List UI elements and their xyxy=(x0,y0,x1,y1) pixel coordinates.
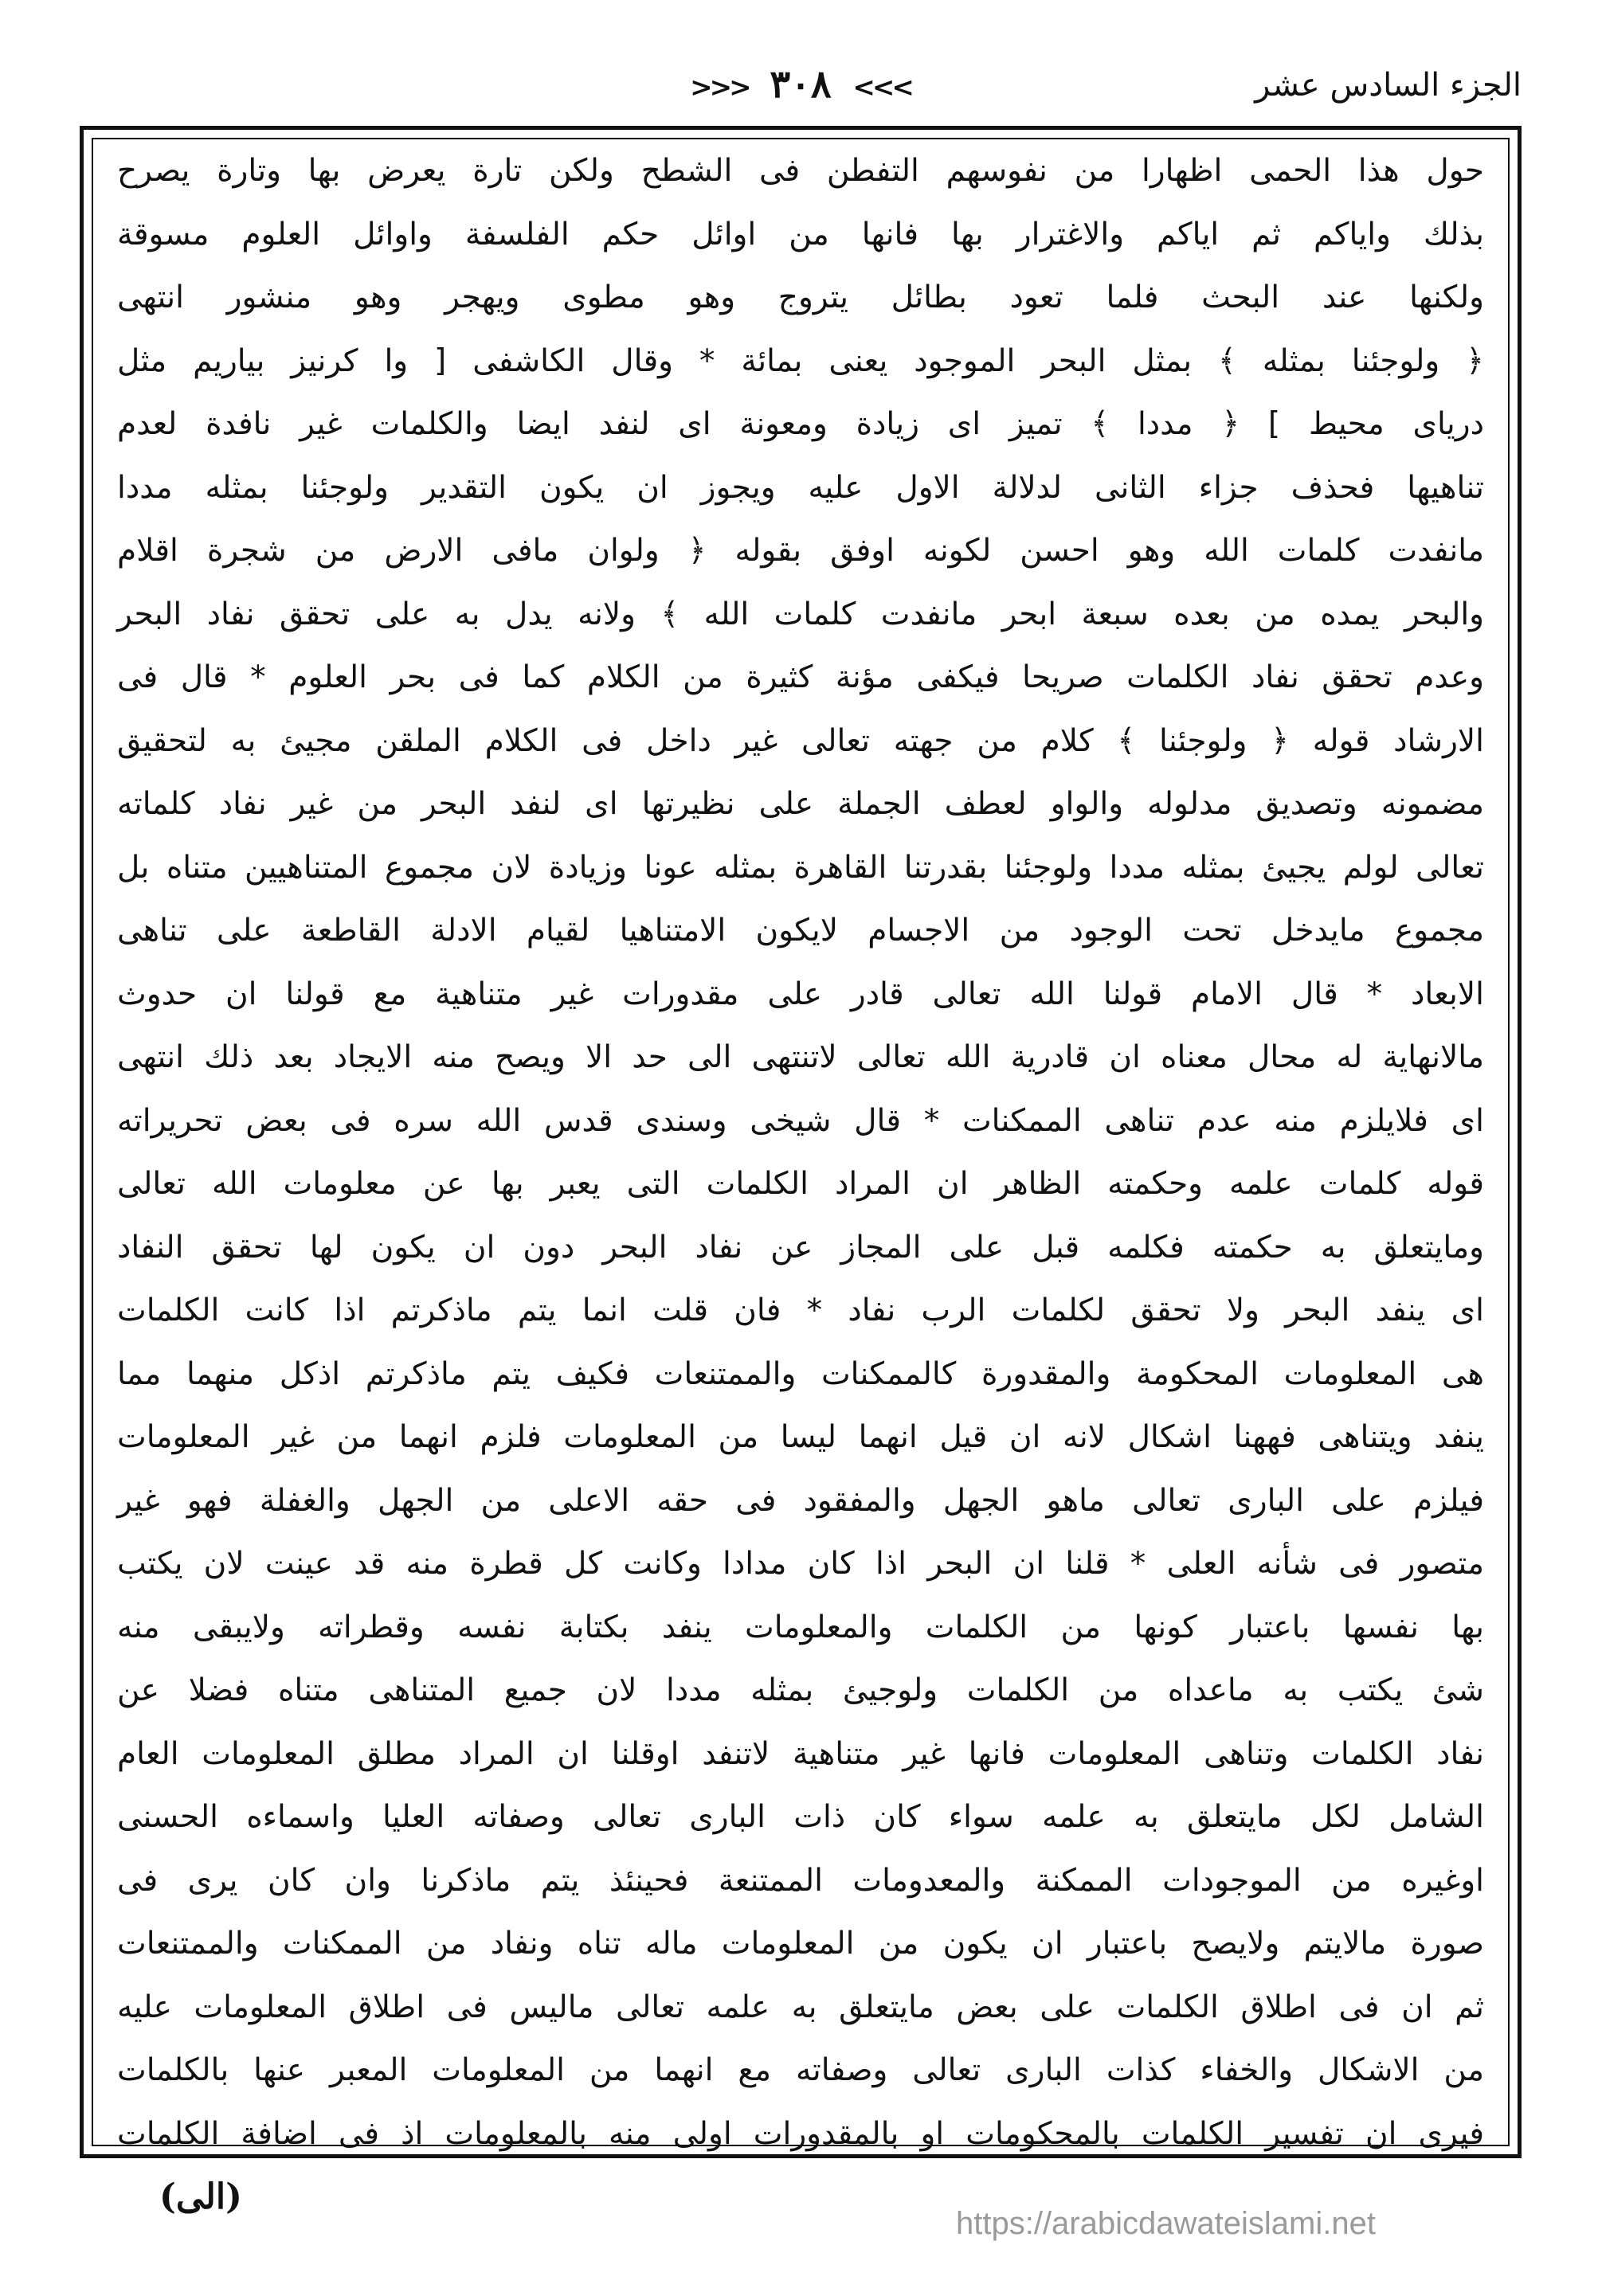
text-line: الارشاد قوله ﴿ ولوجئنا ﴾ كلام من جهته تعالى غير داخل فى الكلام الملقن مجيئ به لتحقيق xyxy=(117,722,1484,759)
text-line: حول هذا الحمى اظهارا من نفوسهم التفطن فى الشطح ولكن تارة يعرض بها وتارة يصرح xyxy=(117,153,1484,189)
text-line: مجموع مايدخل تحت الوجود من الاجسام لايكون الامتناهيا لقيام الادلة القاطعة على تناهى xyxy=(117,913,1484,949)
text-line: الشامل لكل مايتعلق به علمه سواء كان ذات البارى تعالى وصفاته العليا واسماءه الحسنى xyxy=(117,1799,1484,1835)
text-line: اى فلايلزم منه عدم تناهى الممكنات * قال شيخى وسندى قدس الله سره فى بعض تحريراته xyxy=(117,1102,1484,1139)
text-line: ينفد ويتناهى فههنا اشكال لانه ان قيل انهما ليسا من المعلومات فلزم انهما من غير المعلومات xyxy=(117,1419,1484,1455)
catchword: (الى) xyxy=(159,2177,242,2217)
text-line: ولكنها عند البحث فلما تعود بطائل يتروج وهو مطوى ويهجر وهو منشور انتهى xyxy=(117,280,1484,315)
text-line: والبحر يمده من بعده سبعة ابحر مانفدت كلمات الله ﴾ ولانه يدل به على تحقق نفاد البحر xyxy=(117,596,1484,632)
text-line: ﴿ ولوجئنا بمثله ﴾ بمثل البحر الموجود يعنى بمائة * وقال الكاشفى [ وا كرنيز بياريم مثل xyxy=(117,342,1484,379)
running-title: الجزء السادس عشر xyxy=(1255,67,1522,104)
text-line: بذلك واياكم ثم اياكم والاغترار بها فانها من اوائل حكم الفلسفة واوائل العلوم مسوقة xyxy=(117,216,1484,252)
page-number: ٣٠٨ xyxy=(770,62,832,107)
text-line: اوغيره من الموجودات الممكنة والمعدومات الممتنعة فحينئذ يتم ماذكرنا وان كان يرى فى xyxy=(117,1862,1484,1899)
text-line: فيلزم على البارى تعالى ماهو الجهل والمفقود فى حقه الاعلى من الجهل والغفلة فهو غير xyxy=(117,1482,1484,1519)
text-line: وعدم تحقق نفاد الكلمات صريحا فيكفى مؤنة كثيرة من الكلام كما فى بحر العلوم * قال فى xyxy=(117,659,1484,695)
text-line: اى ينفد البحر ولا تحقق لكلمات الرب نفاد * فان قلت انما يتم ماذكرتم اذا كانت الكلمات xyxy=(117,1293,1484,1328)
page-number-block xyxy=(682,62,919,107)
text-line: مانفدت كلمات الله وهو احسن لكونه اوفق بقوله ﴿ ولوان مافى الارض من شجرة اقلام xyxy=(117,533,1484,569)
text-line: ثم ان فى اطلاق الكلمات على بعض مايتعلق به علمه تعالى ماليس فى اطلاق المعلومات عليه xyxy=(117,1989,1484,2025)
text-line: شئ يكتب به ماعداه من الكلمات ولوجيئ بمثله مددا لان جميع المتناهى متناه فضلا عن xyxy=(117,1672,1484,1708)
text-line: درياى محيط ] ﴿ مددا ﴾ تميز اى زيادة ومعونة اى لنفد ايضا والكلمات غير نافدة لعدم xyxy=(117,406,1484,442)
text-line: تناهيها فحذف جزاء الثانى لدلالة الاول عليه ويجوز ان يكون التقدير ولوجئنا بمثله مددا xyxy=(117,469,1484,506)
text-line: من الاشكال والخفاء كذات البارى تعالى وصفاته مع انهما من المعلومات المعبر عنها بالكلمات xyxy=(117,2052,1484,2088)
text-line: بها نفسها باعتبار كونها من الكلمات والمعلومات ينفد بكتابة نفسه وقطراته ولايبقى منه xyxy=(117,1609,1484,1645)
body-text xyxy=(108,139,1494,2152)
ornament-icon: >>> xyxy=(852,71,911,104)
text-line: ومايتعلق به حكمته فكلمه قبل على المجاز عن نفاد البحر دون ان يكون لها تحقق النفاد xyxy=(117,1229,1484,1265)
text-line: صورة مالايتم ولايصح باعتبار ان يكون من المعلومات ماله تناه ونفاد من الممكنات والممتنعات xyxy=(117,1926,1484,1962)
ornament-icon: <<< xyxy=(690,71,749,104)
text-line: مالانهاية له محال معناه ان قادرية الله تعالى لاتنتهى الى حد الا ويصح منه الايجاد بعد ذلك انتهى xyxy=(117,1039,1484,1075)
text-line: متصور فى شأنه العلى * قلنا ان البحر اذا كان مدادا وكانت كل قطرة منه قد عينت لان يكتب xyxy=(117,1546,1484,1582)
text-line: الابعاد * قال الامام قولنا الله تعالى قادر على مقدورات غير متناهية مع قولنا ان حدوث xyxy=(117,976,1484,1012)
text-line: فيرى ان تفسير الكلمات بالمحكومات او بالمقدورات اولى منه بالمعلومات اذ فى اضافة الكلمات xyxy=(117,2115,1484,2152)
text-line: تعالى لولم يجيئ بمثله مددا ولوجئنا بقدرتنا القاهرة بمثله عونا وزيادة لان مجموع المتناهيين متناه بل xyxy=(117,849,1484,886)
text-line: قوله كلمات علمه وحكمته الظاهر ان المراد الكلمات التى يعبر بها عن معلومات الله تعالى xyxy=(117,1166,1484,1202)
watermark-url: https://arabicdawateislami.net xyxy=(956,2206,1376,2241)
text-line: نفاد الكلمات وتناهى المعلومات فانها غير متناهية لاتنفد اوقلنا ان المراد مطلق المعلومات العام xyxy=(117,1735,1484,1772)
page-header xyxy=(80,62,1522,126)
text-line: هى المعلومات المحكومة والمقدورة كالممكنات والممتنعات فكيف يتم ماذكرتم اذكل منهما مما xyxy=(117,1355,1484,1392)
text-line: مضمونه وتصديق مدلوله والواو لعطف الجملة على نظيرتها اى لنفد البحر من غير نفاد كلماته xyxy=(117,786,1484,822)
